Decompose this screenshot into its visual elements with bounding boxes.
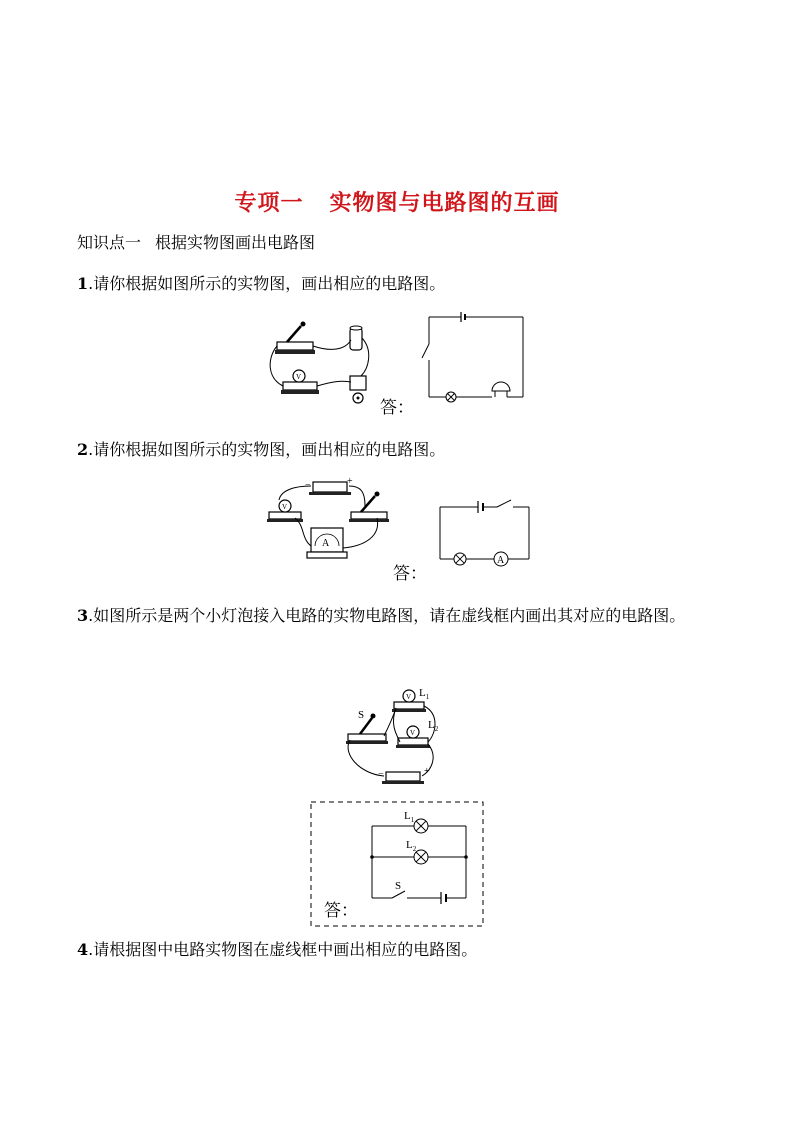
question-text: .请你根据如图所示的实物图，画出相应的电路图。 [88,274,446,293]
question-number: 4 [77,940,89,959]
question-1 [77,266,727,302]
q2-physical-diagram [265,476,395,576]
q3-label-l2: $L_2$ [428,719,439,733]
q1-lamp-symbol [446,392,456,402]
question-3 [77,598,727,634]
question-text: .请你根据如图所示的实物图，画出相应的电路图。 [88,440,446,459]
q3-circuit-label-s: S [395,880,402,892]
question-number: 1 [77,274,89,293]
q3-l2-bulb-mark: V [410,729,416,737]
q1-physical-diagram [265,318,385,418]
q2-switch-blade [497,500,511,507]
q3-circuit-label-l2: $L_2$ [406,839,417,853]
q3-switch-blade [392,891,405,898]
section-header [77,230,315,253]
q3-answer-label: 答： [324,901,358,921]
q1-answer-label: 答： [380,398,414,418]
q1-bulb-mark: V [296,373,302,381]
title-part1: 专项一 [234,191,304,216]
q2-ammeter-mark: A [322,538,330,549]
q3-label-l1: $L_1$ [419,687,430,701]
q2-minus-sign: − [305,480,311,491]
section-text: 根据实物图画出电路图 [155,233,316,252]
q2-lamp-symbol [454,553,466,565]
page-title [0,186,794,217]
q1-switch-blade [422,344,429,358]
question-number: 2 [77,440,89,459]
q3-l1-bulb-mark: V [406,693,412,701]
q3-minus-sign: − [378,769,384,780]
section-label: 知识点一 [77,233,142,252]
question-text: .如图所示是两个小灯泡接入电路的实物电路图，请在虚线框内画出其对应的电路图。 [88,606,686,625]
q3-plus-sign: + [424,766,430,777]
q2-bulb-mark: V [282,503,288,511]
q1-bell-symbol [492,382,510,397]
q2-circuit-diagram [435,495,535,565]
q3-physical-diagram [340,684,450,792]
question-4 [77,932,727,968]
question-text: .请根据图中电路实物图在虚线框中画出相应的电路图。 [88,940,478,959]
q3-l1-symbol [414,819,428,833]
question-number: 3 [77,606,89,625]
question-2 [77,432,727,468]
q1-circuit-diagram [415,310,535,405]
q2-ammeter-symbol [494,552,508,566]
q2-answer-label: 答： [393,564,427,584]
q2-plus-sign: + [347,476,353,487]
q3-circuit-label-l1: $L_1$ [404,810,415,824]
q2-ammeter-letter: A [497,555,505,566]
q3-label-s: S [358,709,365,721]
title-part2: 实物图与电路图的互画 [329,191,560,216]
